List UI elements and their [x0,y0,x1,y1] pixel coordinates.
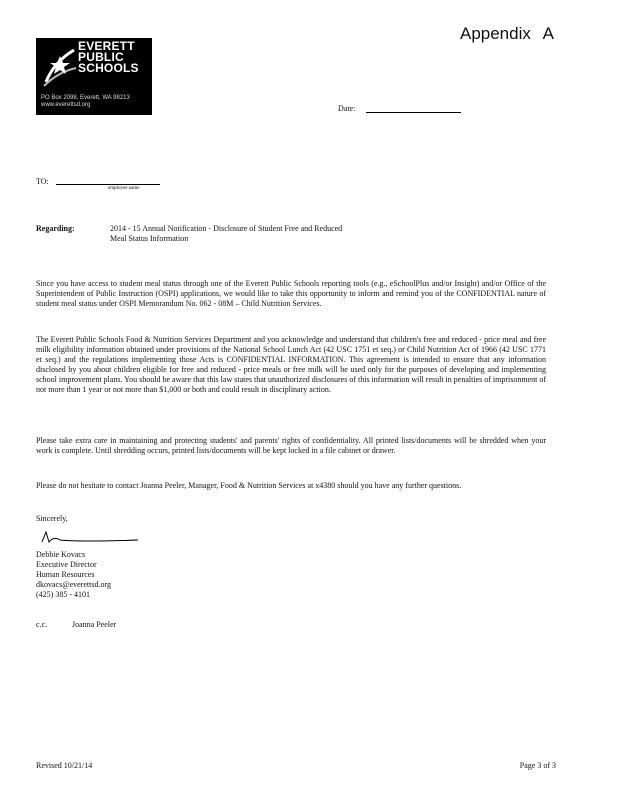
paragraph-3: Please take extra care in maintaining and protecting students' and parents' rights of confidentiality. All printed lists/documents will be shredded when your work is complete. Until shredding occurs, printed lists/documents will be kept locked in a file cabinet or drawer. [36,436,546,455]
revised-date: Revised 10/21/14 [36,761,93,770]
logo-line-1: EVERETT [78,39,135,53]
signature-graphic [40,530,140,546]
logo-line-3: SCHOOLS [78,61,139,75]
signer-title: Executive Director [36,560,97,569]
logo-line-2: PUBLIC [78,50,124,64]
to-caption: employee name [108,186,140,191]
paragraph-2: The Everett Public Schools Food & Nutrition Services Department and you acknowledge and understand that children's free and reduced - price meal and free milk eligibility information obtained under provisions of the National School Lunch Act (42 USC 1751 et seq.) or Child Nutrition Act of 1966 (42 USC 1771 et seq.) and the regulations implementing those Acts is CONFIDENTIAL INFORMATION. This agreement is intended to ensure that any information disclosed by you about children eligible for free and reduced - price meals or free milk will be used only for the purposes of developing and implementing school improvement plans. You should be aware that this law states that unauthorized disclosures of this information will result in penalties of imprisonment of not more than 1 year or not more than $1,000 or both and could result in disciplinary action. [36,335,546,394]
regarding-text [110,224,410,244]
regarding-line-1: 2014 - 15 Annual Notification - Disclosure of Student Free and Reduced [110,224,343,233]
paragraph-1: Since you have access to student meal status through one of the Everett Public Schools reporting tools (e.g., eSchoolPlus and/or Insight) and/or Office of the Superintendent of Public Instruction (OSPI) applications, we would like to take this opportunity to inform and remind you of the CONFIDENTIAL nature of student meal status under OSPI Memorandum No. 062 - 08M – Child Nutrition Services. [36,279,546,308]
cc-label: c.c. [36,620,48,629]
date-blank-line [366,112,461,113]
to-label: TO: [36,177,49,186]
paragraph-4: Please do not hesitate to contact Joanna Peeler, Manager, Food & Nutrition Services at x4380 should you have any further questions. [36,481,462,490]
closing: Sincerely, [36,514,68,523]
signer-department: Human Resources [36,570,95,579]
logo-address: PO Box 2098, Everett, WA 98213 [41,95,130,101]
cc-name: Joanna Peeler [72,620,117,629]
page-number: Page 3 of 3 [519,761,556,770]
date-label: Date: [338,104,356,113]
to-blank-line [56,184,160,185]
school-logo [36,38,152,115]
appendix-heading: Appendix A [459,24,554,43]
signer-name: Debbie Kovacs [36,550,86,559]
signer-phone: (425) 385 - 4101 [36,590,90,599]
regarding-line-2: Meal Status Information [110,234,189,243]
signer-email: dkovacs@everettsd.org [36,580,111,589]
logo-website: www.everettsd.org [41,102,91,108]
star-swoosh-icon [40,42,80,92]
regarding-label: Regarding: [36,224,75,233]
signer-block [36,550,111,600]
